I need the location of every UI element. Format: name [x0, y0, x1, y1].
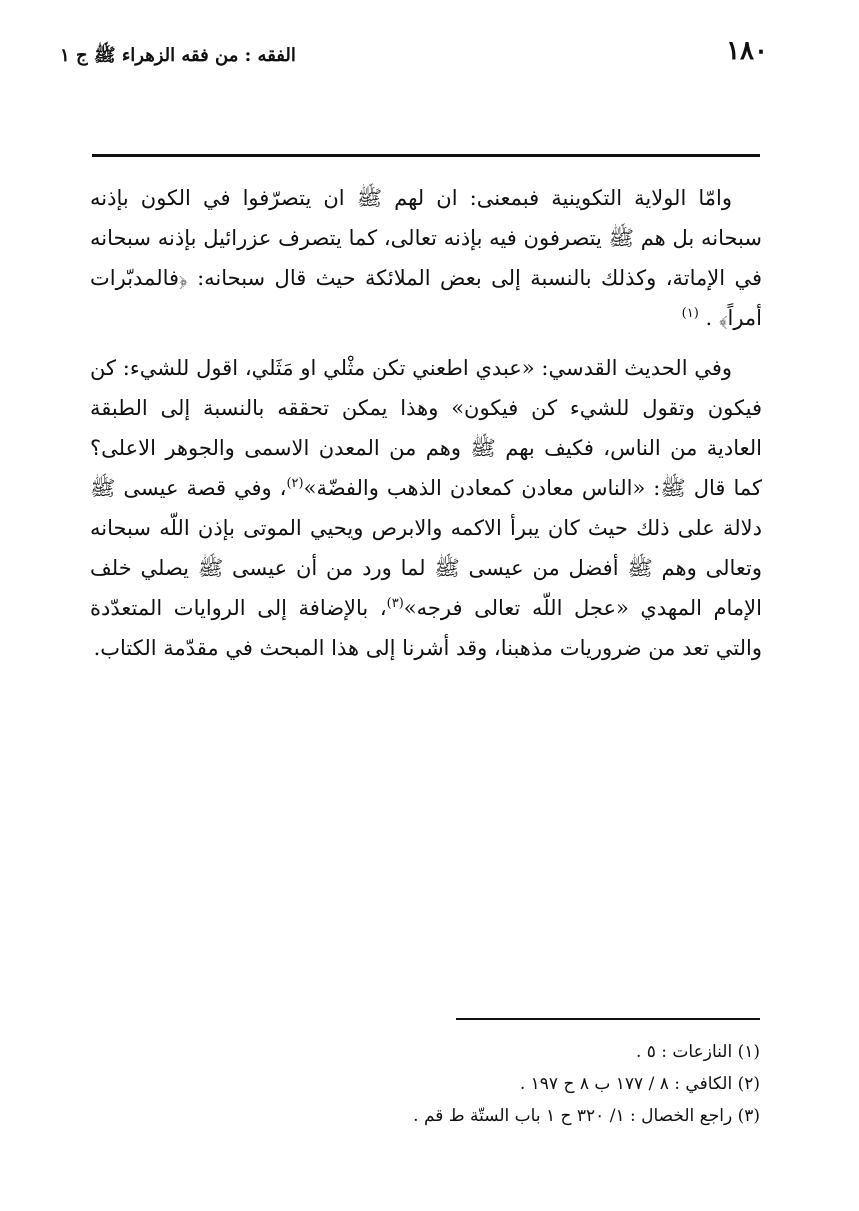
paragraph-text: وامّا الولاية التكوينية فبمعنى: ان لهم ﷺ ان يتصرّفوا في الكون بإذنه سبحانه بل هم ﷺ يتصرفون فيه بإذنه تعالى، كما يتصرف عزرائيل بإذنه سبحانه في الإماتة، وكذلك بالنسبة إلى بعض الملائكة حيث قال سبحانه: ﴿فالمدبّرات أمراً﴾ . — [90, 186, 762, 330]
main-text — [90, 178, 762, 678]
paragraph-text: وفي الحديث القدسي: «عبدي اطعني تكن مثْلي او مَثَلي، اقول للشيء: كن فيكون وتقول للشيء كن فيكون» وهذا يمكن تحققه بالنسبة إلى الطبقة العادية من الناس، فكيف بهم ﷺ وهم من المعدن الاسمى والجوهر الاعلى؟ كما قال ﷺ: «الناس معادن كمعادن الذهب والفضّة» — [90, 356, 762, 500]
footnote: (١) النازعات : ٥ . — [635, 1042, 760, 1062]
footnote-reference: (٣) — [386, 596, 404, 611]
page-number: ١٨٠ — [726, 36, 768, 66]
paragraph — [90, 348, 762, 668]
footnote-reference: (٢) — [286, 476, 304, 491]
footnote: (٢) الكافي : ٨ / ١٧٧ ب ٨ ح ١٩٧ . — [519, 1074, 760, 1094]
footnotes — [200, 1036, 760, 1132]
footnote-reference: (١) — [681, 306, 699, 321]
footnote-divider — [456, 1018, 760, 1020]
running-header-title: الفقه : من فقه الزهراء ﷺ ج ١ — [60, 45, 296, 66]
paragraph — [90, 178, 762, 338]
paragraph-text: ، بالإضافة إلى الروايات المتعدّدة والتي تعد من ضروريات مذهبنا، وقد أشرنا إلى هذا المبحث في مقدّمة الكتاب. — [90, 596, 762, 660]
footnote: (٣) راجع الخصال : ١/ ٣٢٠ ح ١ باب الستّة ط قم . — [413, 1106, 760, 1126]
paragraph-text: ، وفي قصة عيسى ﷺ دلالة على ذلك حيث كان يبرأ الاكمه والابرص ويحيي الموتى بإذن اللّه سبحانه وتعالى وهم ﷺ أفضل من عيسى ﷺ لما ورد من أن عيسى ﷺ يصلي خلف الإمام المهدي «عجل اللّه تعالى فرجه» — [90, 476, 762, 620]
header-divider — [92, 154, 760, 157]
